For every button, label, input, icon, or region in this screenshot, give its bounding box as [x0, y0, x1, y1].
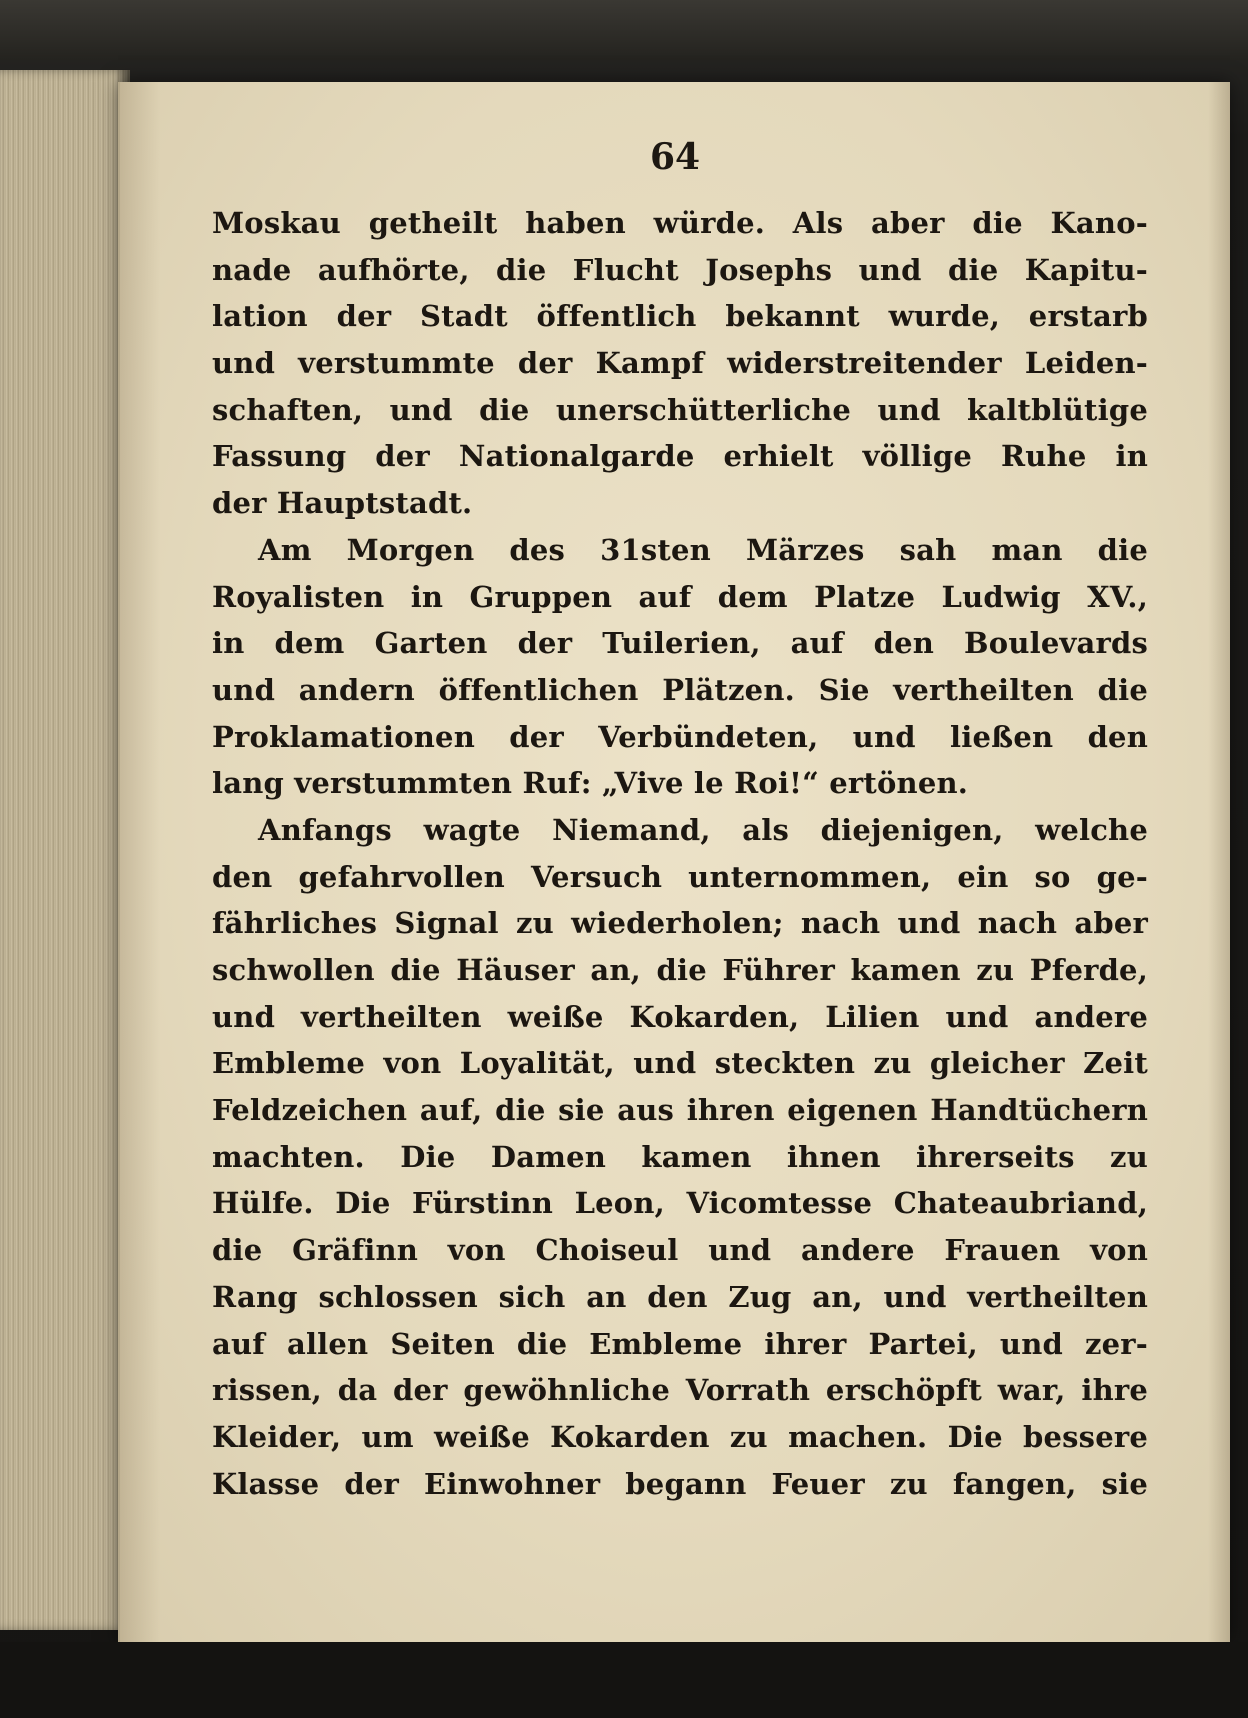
text-line: den gefahrvollen Versuch unternommen, ein so ge-	[212, 859, 1148, 894]
text-line: machten. Die Damen kamen ihnen ihrerseits zu	[212, 1139, 1148, 1174]
text-line: und vertheilten weiße Kokarden, Lilien und andere	[212, 999, 1148, 1034]
text-line: lang verstummten Ruf: „Vive le Roi!“ ertönen.	[212, 766, 969, 801]
text-line: nade aufhörte, die Flucht Josephs und die Kapitu-	[212, 252, 1148, 287]
background-top	[0, 0, 1248, 60]
text-line: Kleider, um weiße Kokarden zu machen. Die bessere	[212, 1419, 1148, 1454]
text-line: und andern öffentlichen Plätzen. Sie vertheilten die	[212, 672, 1148, 707]
text-line: Moskau getheilt haben würde. Als aber die Kano-	[212, 206, 1148, 240]
text-line: Rang schlossen sich an den Zug an, und vertheilten	[212, 1279, 1148, 1314]
text-line: rissen, da der gewöhnliche Vorrath erschöpft war, ihre	[212, 1373, 1148, 1408]
text-line: Embleme von Loyalität, und steckten zu gleicher Zeit	[212, 1046, 1148, 1081]
body-text	[212, 200, 1148, 1507]
page-edges	[0, 70, 130, 1630]
text-line: Am Morgen des 31sten Märzes sah man die	[258, 532, 1148, 567]
text-line: lation der Stadt öffentlich bekannt wurde, erstarb	[212, 299, 1148, 334]
text-line: in dem Garten der Tuilerien, auf den Boulevards	[212, 626, 1148, 661]
text-line: Fassung der Nationalgarde erhielt völlige Ruhe in	[212, 439, 1148, 474]
text-line: der Hauptstadt.	[212, 486, 473, 521]
background-bottom	[0, 1642, 1248, 1718]
text-line: und verstummte der Kampf widerstreitender Leiden-	[212, 346, 1148, 381]
text-line: Anfangs wagte Niemand, als diejenigen, welche	[258, 812, 1148, 847]
text-line: Feldzeichen auf, die sie aus ihren eigenen Handtüchern	[212, 1093, 1148, 1128]
text-line: Hülfe. Die Fürstinn Leon, Vicomtesse Chateaubriand,	[212, 1186, 1148, 1221]
text-line: Klasse der Einwohner begann Feuer zu fangen, sie	[212, 1466, 1148, 1501]
text-line: Proklamationen der Verbündeten, und ließen den	[212, 719, 1148, 754]
text-line: die Gräfinn von Choiseul und andere Frauen von	[212, 1233, 1148, 1268]
text-line: schaften, und die unerschütterliche und kaltblütige	[212, 392, 1148, 427]
text-line: fährliches Signal zu wiederholen; nach und nach aber	[212, 906, 1148, 941]
text-line: Royalisten in Gruppen auf dem Platze Ludwig XV.,	[212, 579, 1148, 614]
page-number: 64	[649, 136, 701, 178]
text-line: auf allen Seiten die Embleme ihrer Partei, und zer-	[212, 1326, 1148, 1361]
text-line: schwollen die Häuser an, die Führer kamen zu Pferde,	[212, 953, 1148, 987]
